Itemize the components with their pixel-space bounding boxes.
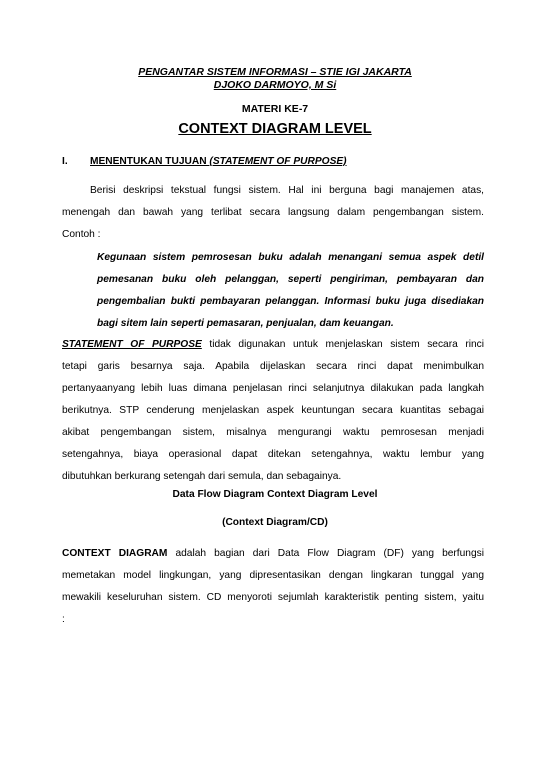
example-line: pemesanan buku oleh pelanggan, seperti pengiriman, pembayaran dan [97, 274, 484, 285]
intro-paragraph [62, 180, 484, 246]
example-line: bagi sitem lain seperti pemasaran, penjualan, dam keuangan. [97, 318, 394, 329]
section-number: I. [62, 156, 68, 167]
context-line: mewakili keseluruhan sistem. CD menyoroti sejumlah karakteristik penting sistem, yaitu [62, 592, 484, 603]
statement-first-rest: tidak digunakan untuk menjelaskan sistem secara rinci [201, 339, 484, 350]
intro-line: Contoh : [62, 229, 101, 240]
example-line: pengembalian bukti pembayaran pelanggan. Informasi buku juga disediakan [97, 296, 484, 307]
subheading-dfd: Data Flow Diagram Context Diagram Level [172, 489, 378, 500]
statement-line: tetapi garis besarnya saja. Apabila dijelaskan secara rinci dapat menimbulkan [62, 361, 484, 372]
header-author-line: DJOKO DARMOYO, M Si [213, 79, 337, 91]
context-first-rest: adalah bagian dari Data Flow Diagram (DF) yang berfungsi [167, 548, 484, 559]
statement-line: dibutuhkan berkurang setengah dari semula, dan sebagainya. [62, 471, 342, 482]
page-title: CONTEXT DIAGRAM LEVEL [178, 121, 372, 137]
context-lead: CONTEXT DIAGRAM [62, 548, 168, 559]
context-paragraph [62, 543, 484, 631]
statement-line: akibat pengembangan sistem, misalnya mengurangi waktu pemrosesan menjadi [62, 427, 484, 438]
section-title [90, 156, 347, 167]
statement-paragraph [62, 334, 484, 488]
statement-lead: STATEMENT OF PURPOSE [62, 339, 202, 350]
example-quote [97, 247, 484, 335]
statement-line: berikutnya. STP cenderung menjelaskan aspek keuntungan secara kuantitas sebagai [62, 405, 484, 416]
statement-line: setengahnya, biaya operasional dapat ditekan setengahnya, waktu lembur yang [62, 449, 484, 460]
header-course-line: PENGANTAR SISTEM INFORMASI – STIE IGI JAKARTA [138, 66, 412, 78]
materi-label: MATERI KE-7 [241, 103, 309, 115]
context-line: memetakan model lingkungan, yang dipresentasikan dengan lingkaran tunggal yang [62, 570, 484, 581]
section-title-italic: (STATEMENT OF PURPOSE) [209, 156, 347, 167]
intro-line: menengah dan bawah yang terlibat secara langsung dalam pengembangan sistem. [62, 207, 484, 218]
context-first-line [62, 543, 484, 565]
section-title-plain: MENENTUKAN TUJUAN [90, 156, 210, 167]
statement-line: pertanyaanyang lebih luas dimana penjelasan rinci selanjutnya dilakukan pada langkah [62, 383, 484, 394]
subheading-cd: (Context Diagram/CD) [222, 517, 328, 528]
statement-first-line [62, 334, 484, 356]
context-line: : [62, 614, 65, 625]
example-line: Kegunaan sistem pemrosesan buku adalah menangani semua aspek detil [97, 252, 484, 263]
intro-line: Berisi deskripsi tekstual fungsi sistem. Hal ini berguna bagi manajemen atas, [90, 185, 484, 196]
